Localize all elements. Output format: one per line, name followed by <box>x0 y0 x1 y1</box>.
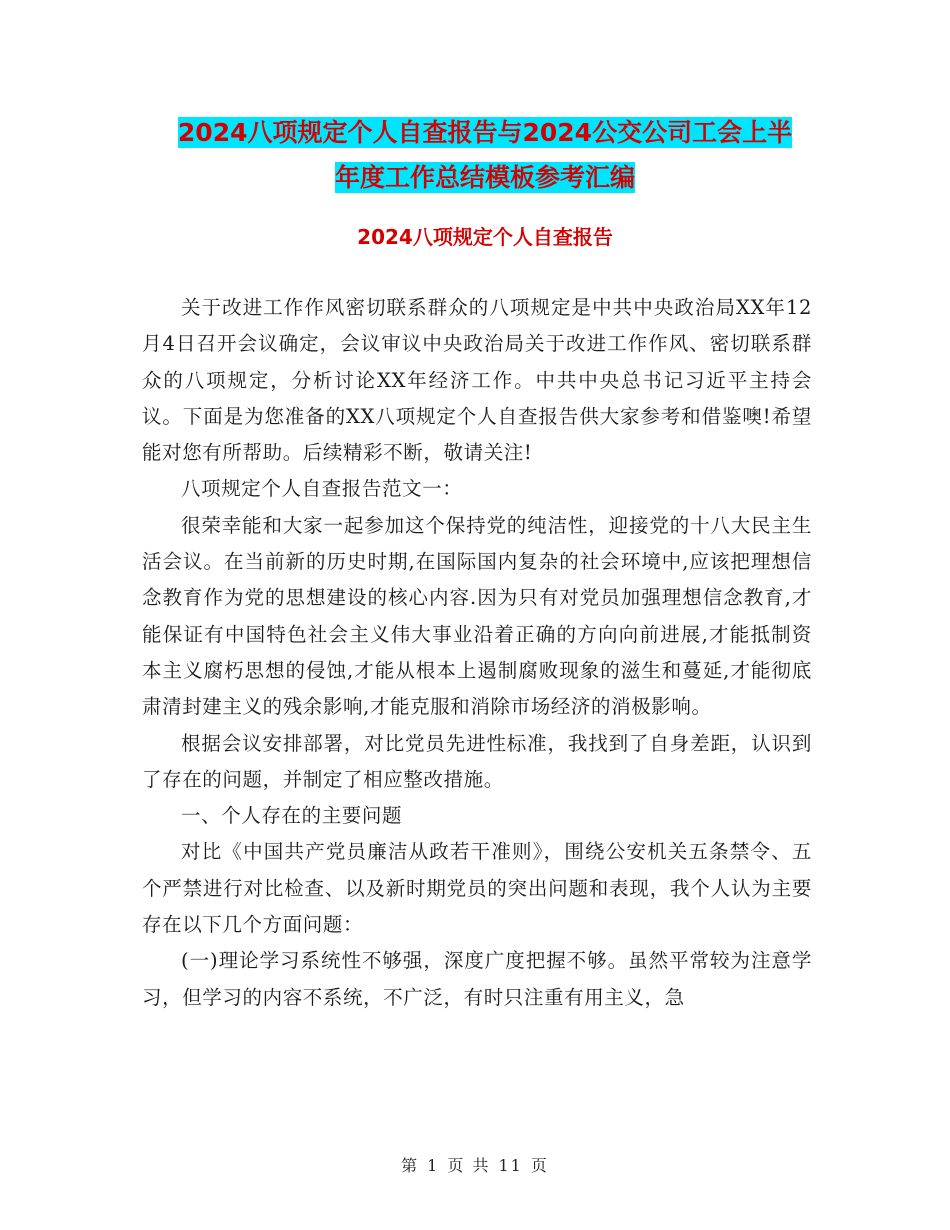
paragraph-sample-heading: 八项规定个人自查报告范文一： <box>181 477 463 501</box>
paragraph-comparison: 对比《中国共产党员廉洁从政若干准则》，围绕公安机关五条禁令、五个严禁进行对比检查、以及新时期党员的突出问题和表现，我个人认为主要存在以下几个方面问题： <box>142 840 812 937</box>
paragraph-arrangement: 根据会议安排部署，对比党员先进性标准，我找到了自身差距，认识到了存在的问题，并制定了相应整改措施。 <box>142 731 812 791</box>
paragraph-intro: 关于改进工作作风密切联系群众的八项规定是中共中央政治局XX年12月4日召开会议确定，会议审议中央政治局关于改进工作作风、密切联系群众的八项规定，分析讨论XX年经济工作。中共中央总书记习近平主持会议。下面是为您准备的XX八项规定个人自查报告供大家参考和借鉴噢!希望能对您有所帮助。后续精彩不断，敬请关注! <box>142 296 812 465</box>
footer-total-pages: 11 <box>498 1156 523 1175</box>
footer-page-number: 1 <box>427 1156 440 1175</box>
section-title: 2024八项规定个人自查报告 <box>357 225 613 249</box>
document-title-line-1: 2024八项规定个人自查报告与2024公交公司工会上半 <box>177 118 793 147</box>
paragraph-problem-1: (一)理论学习系统性不够强，深度广度把握不够。虽然平常较为注意学习，但学习的内容不系统，不广泛，有时只注重有用主义，急 <box>142 949 812 1009</box>
paragraph-heading-problems: 一、个人存在的主要问题 <box>181 804 403 828</box>
page-footer <box>0 1153 950 1176</box>
document-title-line-2: 年度工作总结模板参考汇编 <box>334 163 635 192</box>
paragraph-opening: 很荣幸能和大家一起参加这个保持党的纯洁性，迎接党的十八大民主生活会议。在当前新的历史时期,在国际国内复杂的社会环境中,应该把理想信念教育作为党的思想建设的核心内容.因为只有对党员加强理想信念教育,才能保证有中国特色社会主义伟大事业沿着正确的方向向前进展,才能抵制资本主义腐朽思想的侵蚀,才能从根本上遏制腐败现象的滋生和蔓延,才能彻底肃清封建主义的残余影响,才能克服和消除市场经济的消极影响。 <box>142 513 812 719</box>
body-text <box>142 290 812 1016</box>
footer-prefix: 第 <box>401 1156 420 1175</box>
document-title <box>140 110 830 200</box>
footer-suffix: 页 <box>530 1156 549 1175</box>
footer-middle: 页 共 <box>447 1156 491 1175</box>
